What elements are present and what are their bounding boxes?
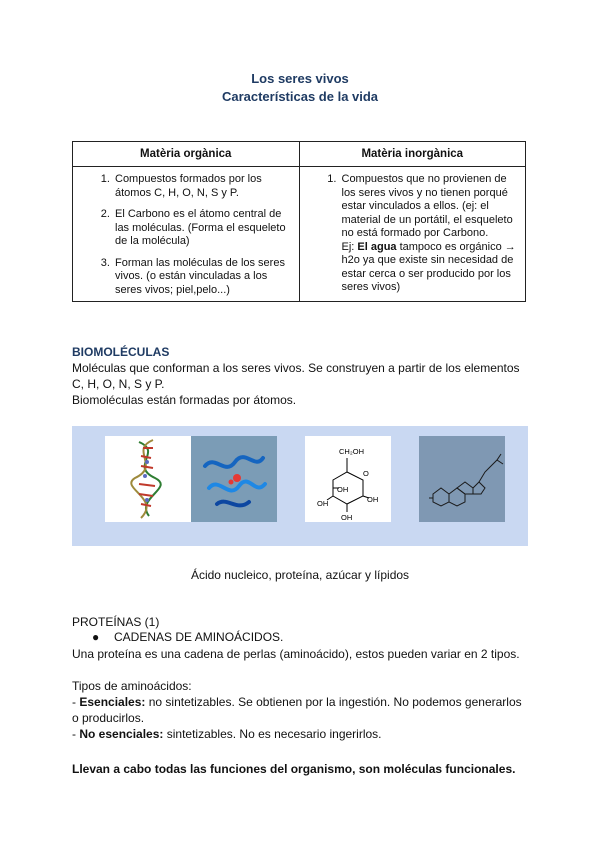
inorganic-list	[308, 173, 518, 295]
organic-item: 1. Compuestos formados por los átomos C, H, O, N, S y P.	[113, 173, 291, 200]
esenciales-label: Esenciales:	[79, 695, 146, 709]
esenciales-line-2: o producirlos.	[72, 711, 145, 725]
oh-label: OH	[367, 495, 379, 504]
esenciales-text: no sintetizables. Se obtienen por la ingestión. No podemos generarlos	[145, 695, 522, 709]
no-esenciales-line: - No esenciales: sintetizables. No es necesario ingerirlos.	[72, 727, 382, 741]
protein-image	[191, 436, 277, 522]
document-title: Los seres vivos	[251, 71, 349, 86]
ring-oxygen-label: O	[363, 469, 369, 478]
inorganic-text-a: Compuestos que no provienen de los seres vivos y no tienen porqué estar vinculados a ellos. (ej: el material de un portátil, el esqueleto no está formado por Carbono.	[341, 173, 513, 239]
glucose-image	[305, 436, 391, 522]
image-caption: Ácido nucleico, proteína, azúcar y lípidos	[190, 568, 410, 582]
esenciales-line: - Esenciales: no sintetizables. Se obtienen por la ingestión. No podemos generarlos	[72, 695, 522, 709]
inorganic-prefix: Ej:	[341, 240, 358, 253]
header-inorganic: Matèria inorgànica	[299, 142, 526, 167]
comparison-table	[72, 141, 526, 302]
oh-label: OH	[337, 485, 349, 494]
biomoleculas-heading: BIOMOLÉCULAS	[72, 345, 170, 359]
oh-label: OH	[317, 499, 329, 508]
header-organic: Matèria orgànica	[73, 142, 300, 167]
dna-image	[105, 436, 191, 522]
water-bold: El agua	[357, 240, 397, 253]
ch2oh-label: CH₂OH	[339, 447, 364, 456]
bullet-text: CADENAS DE AMINOÁCIDOS.	[114, 630, 284, 644]
bio-line-1: Moléculas que conforman a los seres vivos. Se construyen a partir de los elementos	[72, 361, 520, 375]
bullet-dot-icon: ●	[92, 630, 100, 644]
document-subtitle: Características de la vida	[221, 89, 379, 104]
no-esenciales-text: sintetizables. No es necesario ingerirlos.	[163, 727, 382, 741]
inorganic-cell	[299, 167, 526, 302]
organic-cell	[73, 167, 300, 302]
aminoacid-types-heading: Tipos de aminoácidos:	[72, 679, 192, 693]
inorganic-text-b: tampoco es orgánico → h2o ya que existe sin necesidad de estar cerca o ser producido por los seres vivos)	[341, 240, 516, 293]
bio-line-3: Biomoléculas están formadas por átomos.	[72, 393, 297, 407]
conclusion-text: Llevan a cabo todas las funciones del organismo, son moléculas funcionales.	[72, 762, 516, 776]
proteinas-heading: PROTEÍNAS (1)	[72, 615, 160, 629]
lipid-image	[419, 436, 505, 522]
bio-line-2: C, H, O, N, S y P.	[72, 377, 165, 391]
oh-label: OH	[341, 513, 353, 522]
protein-description: Una proteína es una cadena de perlas (aminoácido), estos pueden variar en 2 tipos.	[72, 647, 520, 661]
organic-item: 2. El Carbono es el átomo central de las moléculas. (Forma el esqueleto de la molécula)	[113, 208, 291, 249]
no-esenciales-label: No esenciales:	[79, 727, 164, 741]
organic-item: 3. Forman las moléculas de los seres vivos. (o están vinculadas a los seres vivos; piel,pelo...)	[113, 257, 291, 298]
organic-list	[81, 173, 291, 297]
inorganic-item	[340, 173, 518, 295]
aminoacid-bullet	[92, 630, 283, 644]
